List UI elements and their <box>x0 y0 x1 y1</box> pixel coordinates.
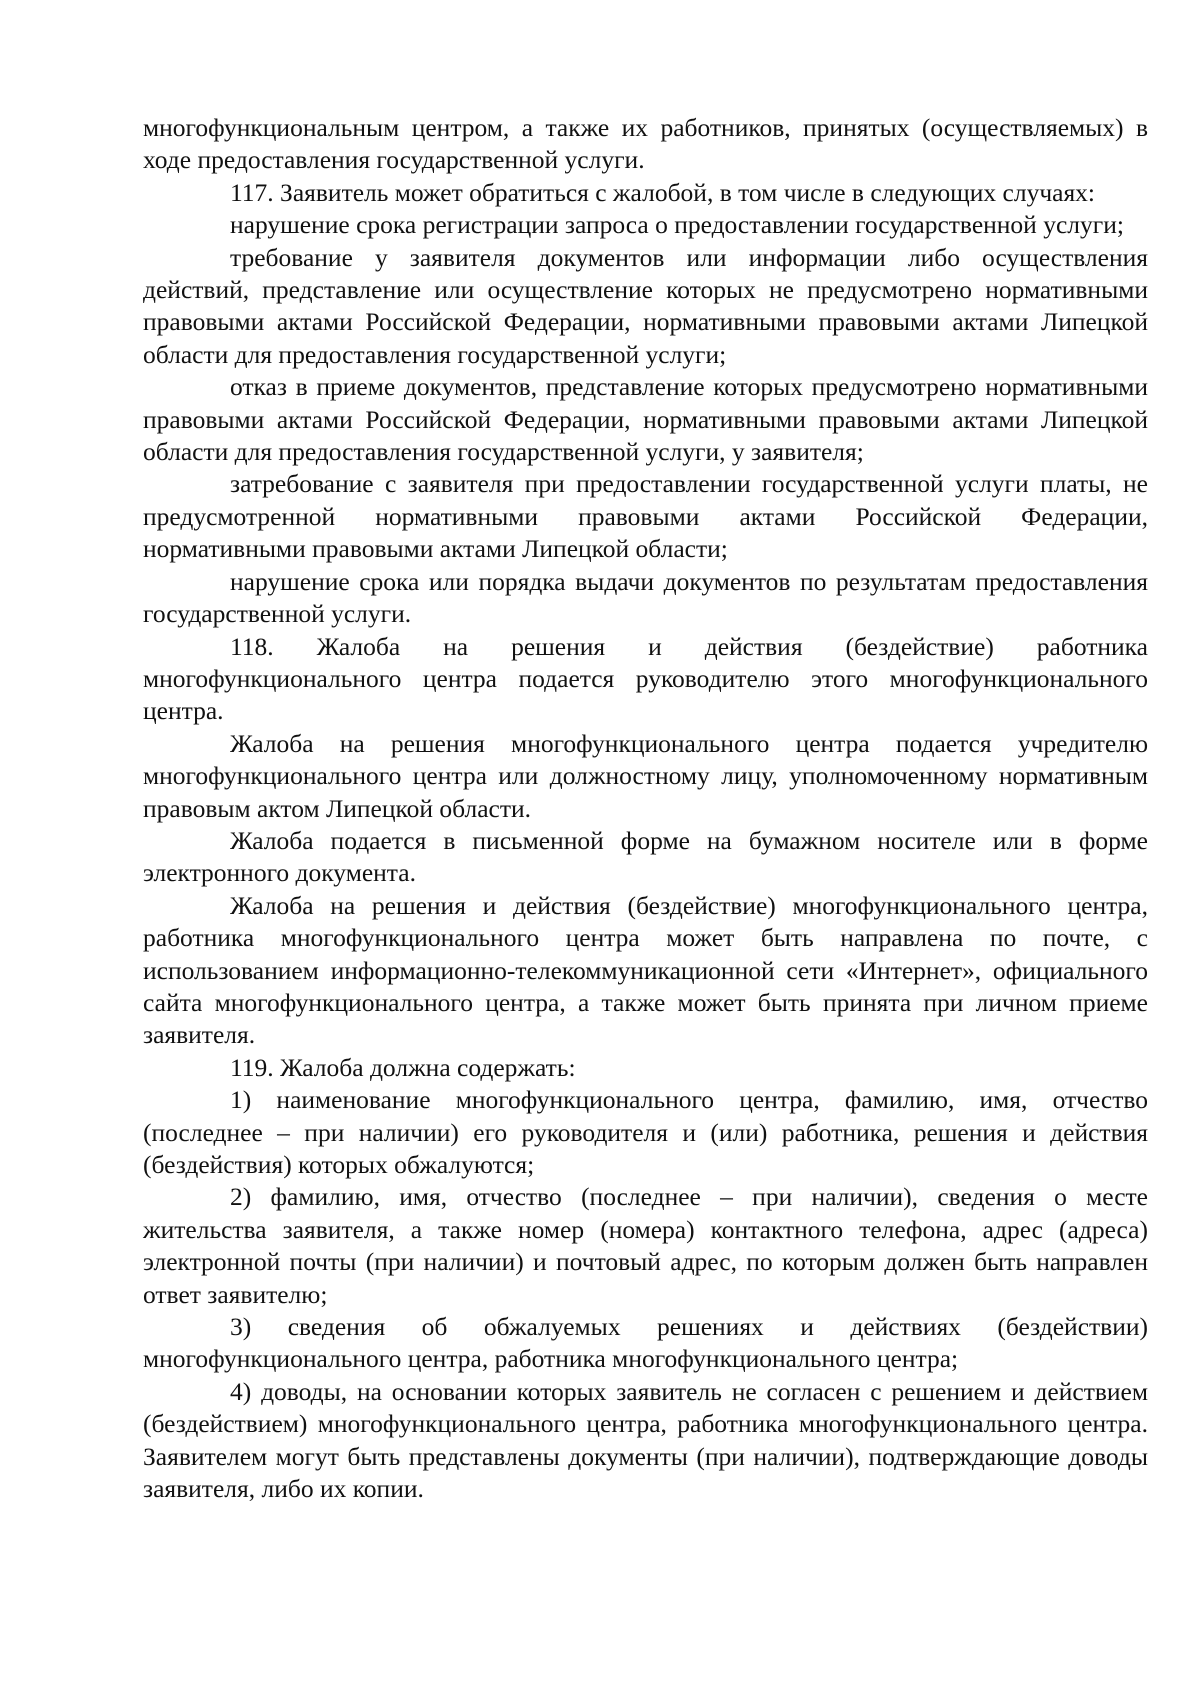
list-item-refusal: отказ в приеме документов, представление которых предусмотрено нормативными правовыми актами Российской Федерации, нормативными правовыми актами Липецкой области для предоставления государственной услуги, у заявителя; <box>143 372 1148 467</box>
paragraph-complaint-form: Жалоба подается в письменной форме на бумажном носителе или в форме электронного документа. <box>143 825 1148 888</box>
list-item-2: 2) фамилию, имя, отчество (последнее – при наличии), сведения о месте жительства заявителя, а также номер (номера) контактного телефона, адрес (адреса) электронной почты (при наличии) и почтовый адрес, по которым должен быть направлен ответ заявителю; <box>143 1182 1148 1309</box>
paragraph-mfc-decisions: Жалоба на решения многофункционального центра подается учредителю многофункционального центра или должностному лицу, уполномоченному нормативным правовым актом Липецкой области. <box>143 728 1148 823</box>
list-item-1: 1) наименование многофункционального центра, фамилию, имя, отчество (последнее – при наличии) его руководителя и (или) работника, решения и действия (бездействия) которых обжалуются; <box>143 1085 1148 1179</box>
paragraph-119: 119. Жалоба должна содержать: <box>230 1052 576 1082</box>
list-item-fee-demand: затребование с заявителя при предоставлении государственной услуги платы, не предусмотренной нормативными правовыми актами Российской Федерации, нормативными правовыми актами Липецкой области; <box>143 469 1148 564</box>
paragraph-continuation: многофункциональным центром, а также их работников, принятых (осуществляемых) в ходе предоставления государственной услуги. <box>143 113 1148 175</box>
list-item-4: 4) доводы, на основании которых заявитель не согласен с решением и действием (бездействием) многофункционального центра, работника многофункционального центра. Заявителем могут быть представлены документы (при наличии), подтверждающие доводы заявителя, либо их копии. <box>143 1376 1148 1504</box>
paragraph-complaint-channels: Жалоба на решения и действия (бездействие) многофункционального центра, работника многофункционального центра может быть направлена по почте, с использованием информационно-телекоммуникационной сети «Интернет», официального сайта многофункционального центра, а также может быть принята при личном приеме заявителя. <box>143 890 1148 1050</box>
document-body <box>143 112 1148 1505</box>
list-item-document-requirement: требование у заявителя документов или информации либо осуществления действий, представление или осуществление которых не предусмотрено нормативными правовыми актами Российской Федерации, нормативными правовыми актами Липецкой области для предоставления государственной услуги; <box>143 242 1148 369</box>
list-item-issuance-violation: нарушение срока или порядка выдачи документов по результатам предоставления государственной услуги. <box>143 566 1148 629</box>
list-item-registration-violation: нарушение срока регистрации запроса о предоставлении государственной услуги; <box>230 210 1124 240</box>
paragraph-118: 118. Жалоба на решения и действия (бездействие) работника многофункционального центра подается руководителю этого многофункционального центра. <box>143 631 1148 726</box>
list-item-3: 3) сведения об обжалуемых решениях и действиях (бездействии) многофункционального центра, работника многофункционального центра; <box>143 1312 1148 1374</box>
paragraph-117: 117. Заявитель может обратиться с жалобой, в том числе в следующих случаях: <box>230 177 1096 207</box>
